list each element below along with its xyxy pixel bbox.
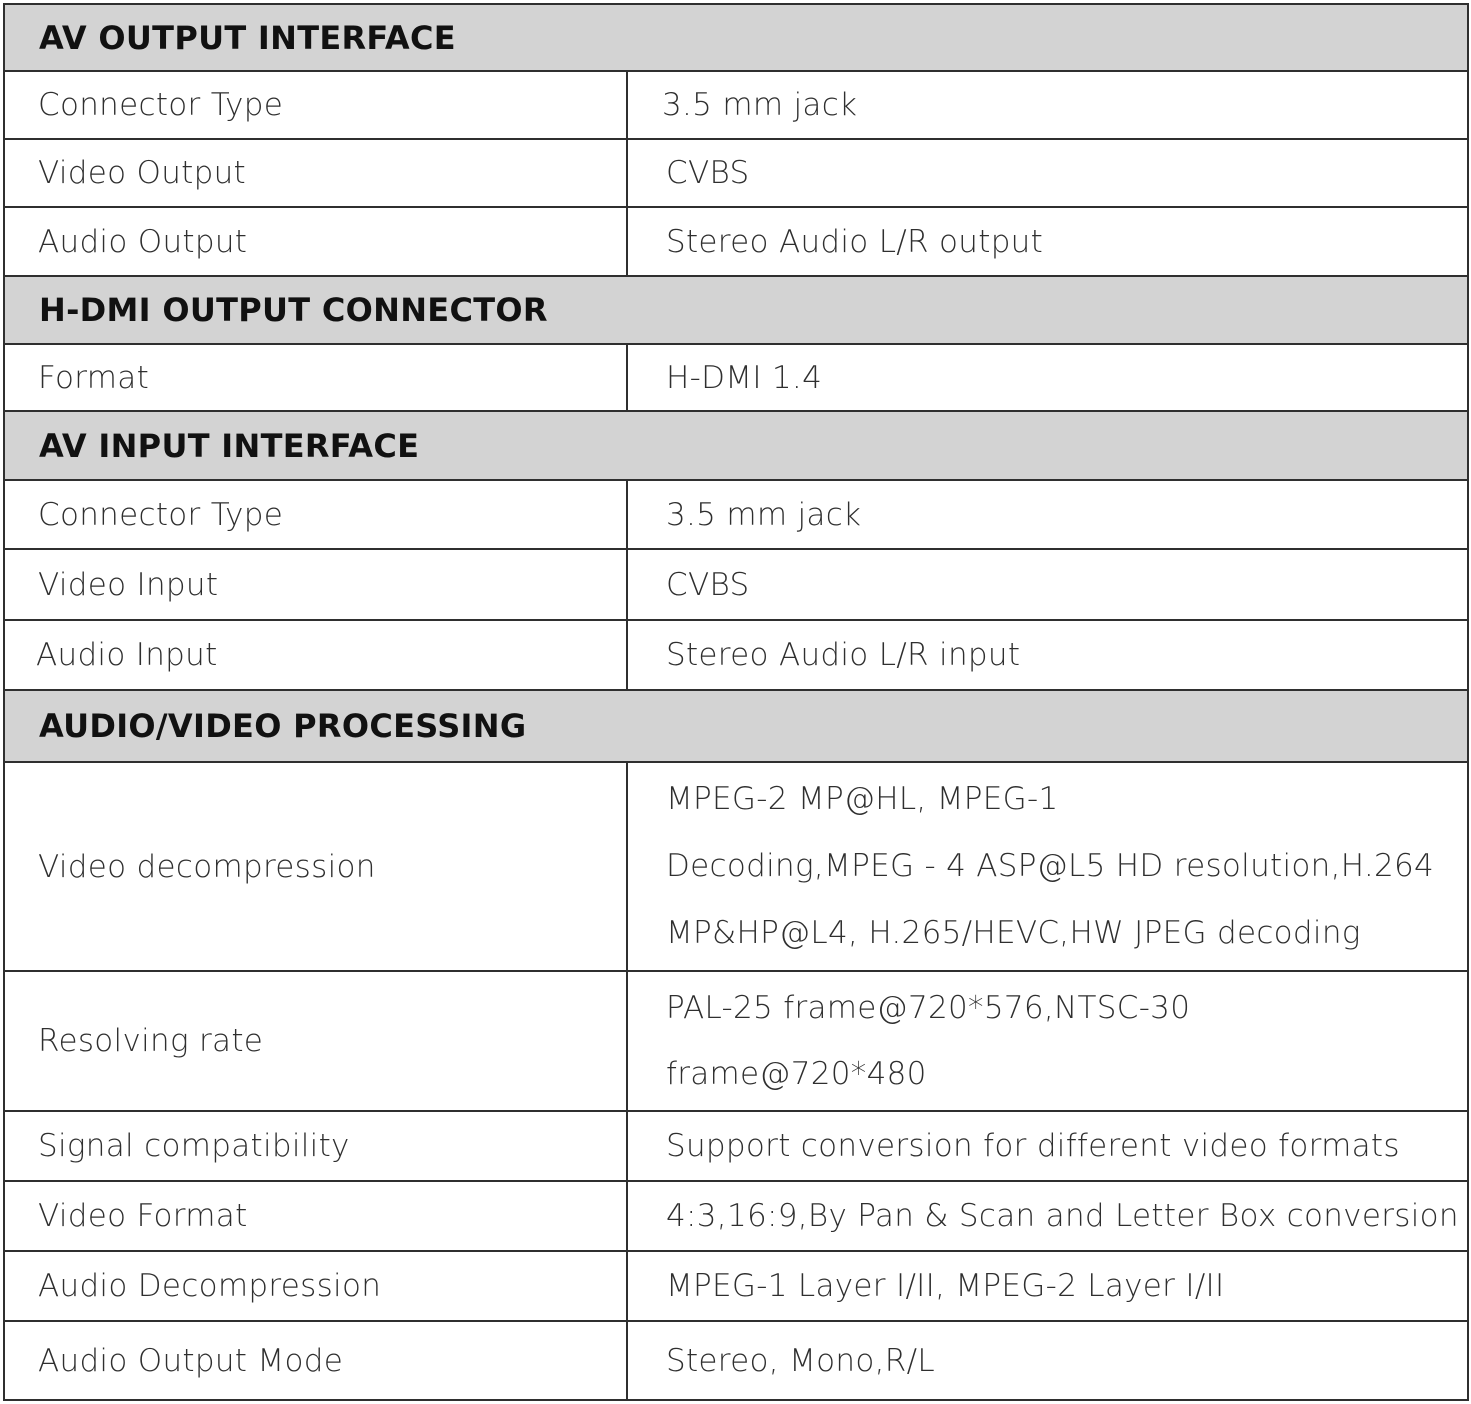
table-row: [4, 762, 1468, 971]
table-row: [4, 1111, 1468, 1181]
row-value: Stereo, Mono,R/L: [627, 1321, 1468, 1400]
section-header-hdmi-output: [4, 276, 1468, 344]
table-row: [4, 549, 1468, 620]
row-value: CVBS: [627, 549, 1468, 620]
row-value: 3.5 mm jack: [627, 71, 1468, 139]
section-title: AV OUTPUT INTERFACE: [4, 4, 1468, 71]
row-label: Connector Type: [4, 480, 627, 549]
table-row: [4, 1251, 1468, 1321]
section-header-av-output: [4, 4, 1468, 71]
row-value: Stereo Audio L/R output: [627, 207, 1468, 276]
row-value: Support conversion for different video formats: [627, 1111, 1468, 1181]
table-row: [4, 1321, 1468, 1400]
row-label: Video Output: [4, 139, 627, 207]
table-row: [4, 344, 1468, 411]
value-line: MPEG-2 MP@HL, MPEG-1: [666, 781, 1059, 817]
value-line: frame@720*480: [666, 1056, 927, 1092]
row-value: 3.5 mm jack: [627, 480, 1468, 549]
section-title: AUDIO/VIDEO PROCESSING: [4, 690, 1468, 762]
row-value: CVBS: [627, 139, 1468, 207]
row-label: Resolving rate: [4, 971, 627, 1111]
row-label: Video Input: [4, 549, 627, 620]
table-row: [4, 71, 1468, 139]
row-label: Audio Decompression: [4, 1251, 627, 1321]
value-line: Decoding,MPEG - 4 ASP@L5 HD resolution,H.264: [666, 848, 1435, 884]
table-row: [4, 971, 1468, 1111]
section-header-av-input: [4, 411, 1468, 480]
row-label: Audio Output Mode: [4, 1321, 627, 1400]
row-label: Connector Type: [4, 71, 627, 139]
row-value: MPEG-1 Layer I/II, MPEG-2 Layer I/II: [627, 1251, 1468, 1321]
row-label: Video decompression: [4, 762, 627, 971]
spec-table: [3, 3, 1469, 1401]
value-line: PAL-25 frame@720*576,NTSC-30: [666, 990, 1191, 1026]
row-value: [627, 762, 1468, 971]
row-label: Signal compatibility: [4, 1111, 627, 1181]
row-label: Audio Output: [4, 207, 627, 276]
table-row: [4, 480, 1468, 549]
row-value: H-DMI 1.4: [627, 344, 1468, 411]
row-label: Audio Input: [4, 620, 627, 690]
section-title: H-DMI OUTPUT CONNECTOR: [4, 276, 1468, 344]
table-row: [4, 620, 1468, 690]
value-line: MP&HP@L4, H.265/HEVC,HW JPEG decoding: [666, 915, 1361, 951]
row-value: Stereo Audio L/R input: [627, 620, 1468, 690]
table-row: [4, 207, 1468, 276]
row-value: 4:3,16:9,By Pan & Scan and Letter Box conversion: [627, 1181, 1468, 1251]
section-header-av-processing: [4, 690, 1468, 762]
table-row: [4, 139, 1468, 207]
row-label: Format: [4, 344, 627, 411]
section-title: AV INPUT INTERFACE: [4, 411, 1468, 480]
row-value: [627, 971, 1468, 1111]
row-label: Video Format: [4, 1181, 627, 1251]
table-row: [4, 1181, 1468, 1251]
